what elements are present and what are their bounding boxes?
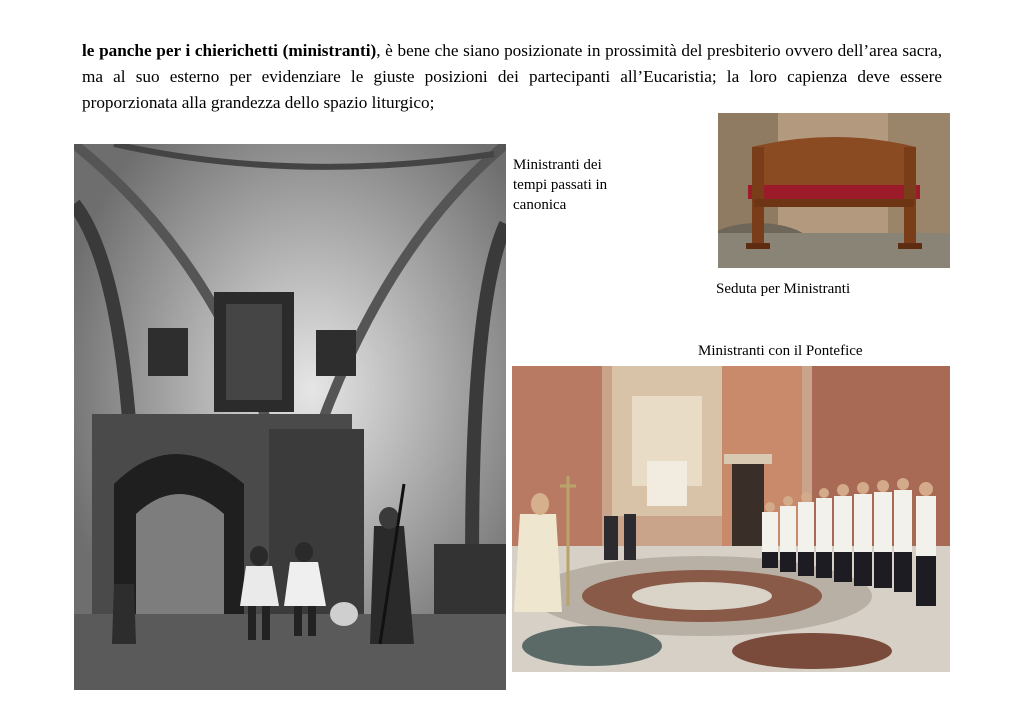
caption-old-line-2: tempi passati in — [513, 177, 608, 193]
caption-old-line-3: canonica — [513, 197, 567, 213]
photo-pontiff-ministranti — [512, 366, 950, 672]
caption-old-ministranti — [513, 155, 607, 215]
photo-bench — [718, 113, 950, 268]
caption-pontiff: Ministranti con il Pontefice — [698, 343, 863, 359]
caption-bench: Seduta per Ministranti — [716, 281, 851, 297]
intro-bold-lead: le panche per i chierichetti (ministranti) — [82, 41, 377, 60]
painting-old-ministranti — [74, 144, 506, 690]
caption-old-line-1: Ministranti dei — [513, 157, 602, 173]
intro-paragraph — [82, 38, 942, 116]
intro-rest: , è bene che siano posizionate in prossimità del presbiterio ovvero dell’area sacra, ma al suo esterno per evidenziare le giuste posizioni dei partecipanti all’Eucaristia; la loro capienza deve essere proporzionata alla grandezza dello spazio liturgico; — [82, 41, 943, 112]
